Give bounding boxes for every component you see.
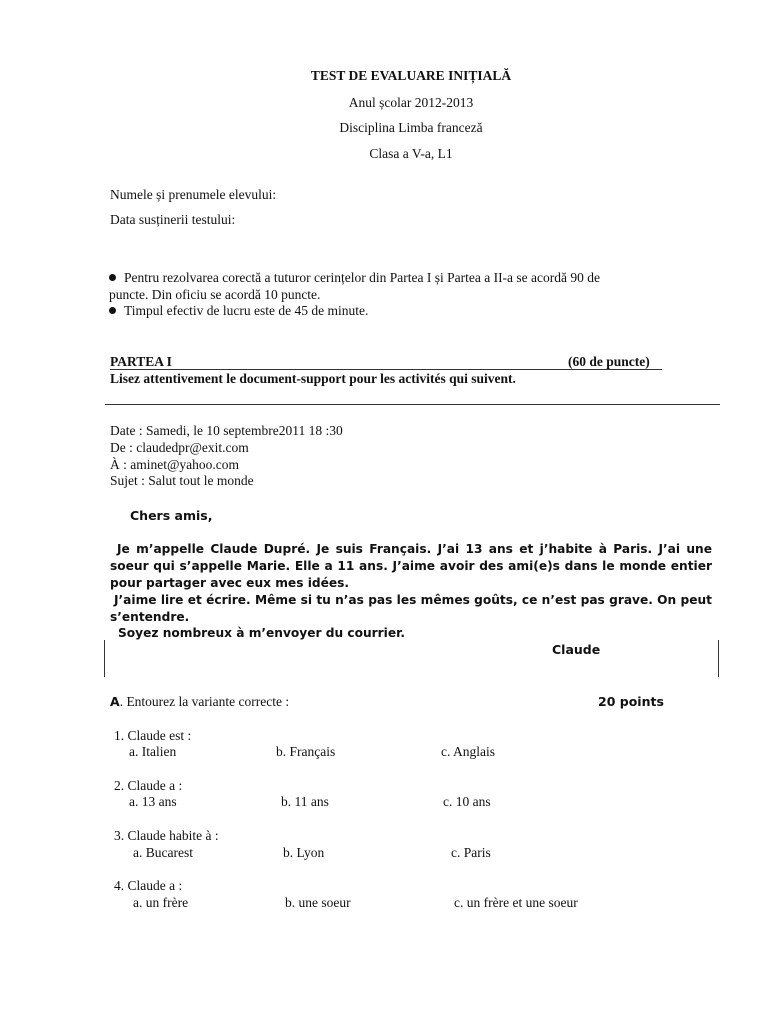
- email-paragraph-1: Je m’appelle Claude Dupré. Je suis Français. J’ai 13 ans et j’habite à Paris. J’ai une soeur qui s’appelle Marie. Elle a 11 ans. J’aime avoir des ami(e)s dans le monde entier pour partager avec eux mes idées.: [110, 542, 712, 590]
- email-date: Date : Samedi, le 10 septembre2011 18 :30: [110, 423, 343, 438]
- email-subject: Sujet : Salut tout le monde: [110, 473, 254, 488]
- question-2-option-b[interactable]: b. 11 ans: [281, 794, 329, 809]
- question-1-option-c[interactable]: c. Anglais: [441, 744, 495, 759]
- question-1-option-a[interactable]: a. Italien: [129, 744, 177, 759]
- email-signature: Claude: [552, 642, 601, 657]
- email-box-right-border: [718, 640, 719, 677]
- question-2-option-c[interactable]: c. 10 ans: [443, 794, 491, 809]
- part1-instruction: Lisez attentivement le document-support pour les activités qui suivent.: [110, 371, 516, 386]
- question-4-option-c[interactable]: c. un frère et une soeur: [454, 895, 578, 910]
- school-year: Anul școlar 2012-2013: [348, 95, 474, 110]
- section-a-letter: A: [110, 694, 120, 709]
- question-3-option-b[interactable]: b. Lyon: [283, 845, 325, 860]
- question-3-option-a[interactable]: a. Bucarest: [133, 845, 193, 860]
- bullet-icon: [109, 274, 116, 281]
- discipline: Disciplina Limba franceză: [339, 120, 483, 135]
- email-from: De : claudedpr@exit.com: [110, 440, 249, 455]
- email-to: À : aminet@yahoo.com: [110, 457, 240, 472]
- class-label: Clasa a V-a, L1: [369, 146, 453, 161]
- email-box-top-rule: [105, 404, 720, 405]
- email-box-left-border: [104, 640, 105, 677]
- question-4-option-a[interactable]: a. un frère: [133, 895, 189, 910]
- question-1-option-b[interactable]: b. Français: [276, 744, 336, 759]
- section-a-points: 20 points: [598, 694, 664, 709]
- email-greeting: Chers amis,: [130, 508, 213, 523]
- part1-points: (60 de puncte): [568, 354, 650, 369]
- question-3: 3. Claude habite à :: [114, 828, 219, 843]
- bullet-icon: [109, 307, 116, 314]
- question-2-option-a[interactable]: a. 13 ans: [129, 794, 177, 809]
- section-a-heading: [110, 694, 289, 710]
- question-4: 4. Claude a :: [114, 878, 183, 893]
- instruction-points: Pentru rezolvarea corectă a tuturor cerințelor din Partea I și Partea a II-a se acordă 90 de: [109, 270, 669, 287]
- test-date-label: Data susținerii testului:: [110, 212, 236, 227]
- email-paragraph-2: J’aime lire et écrire. Même si tu n’as pas les mêmes goûts, ce n’est pas grave. On peut s’entendre.: [110, 593, 712, 624]
- email-paragraph-3: Soyez nombreux à m’envoyer du courrier.: [118, 626, 406, 640]
- question-1: 1. Claude est :: [114, 728, 192, 743]
- question-4-option-b[interactable]: b. une soeur: [285, 895, 351, 910]
- instruction-time: Timpul efectiv de lucru este de 45 de minute.: [109, 303, 669, 320]
- instruction-points-cont: puncte. Din oficiu se acordă 10 puncte.: [109, 287, 321, 302]
- question-3-option-c[interactable]: c. Paris: [451, 845, 491, 860]
- part1-title: PARTEA I: [110, 354, 172, 369]
- student-name-label: Numele și prenumele elevului:: [110, 187, 277, 202]
- section-a-instruction: . Entourez la variante correcte :: [119, 694, 290, 709]
- test-title: TEST DE EVALUARE INIȚIALĂ: [310, 68, 512, 83]
- question-2: 2. Claude a :: [114, 778, 183, 793]
